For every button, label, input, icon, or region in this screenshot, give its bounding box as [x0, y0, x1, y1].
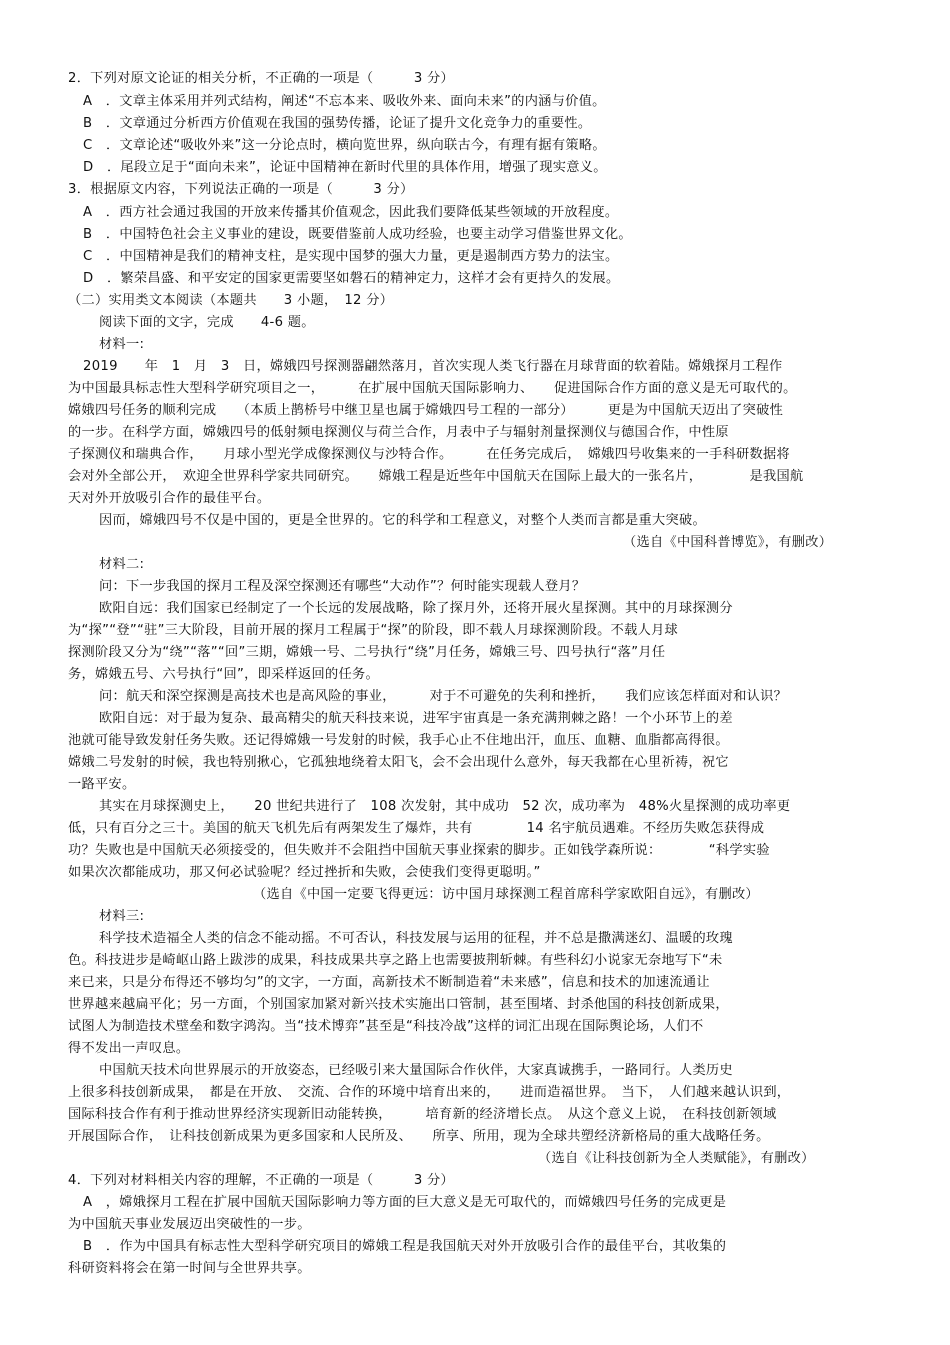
- material-2-text: 探测阶段又分为“绕”“落”“回”三期，嫦娥一号、二号执行“绕”月任务，嫦娥三号、四号执行“落”月任: [68, 645, 666, 660]
- material-1-text: 为中国最具标志性大型科学研究项目之一， 在扩展中国航天国际影响力、 促进国际合作方面的意义是无可取代的。: [68, 381, 797, 396]
- question-2-option-b: B ．文章通过分析西方价值观在我国的强势传播，论证了提升文化竞争力的重要性。: [83, 116, 592, 131]
- question-4-option-b: B ．作为中国具有标志性大型科学研究项目的嫦娥工程是我国航天对外开放吸引合作的最佳平台，其收集的: [83, 1239, 727, 1254]
- material-3-text: 上很多科技创新成果， 都是在开放、 交流、合作的环境中培育出来的， 进而造福世界。 当下， 人们越来越认识到，: [68, 1085, 791, 1100]
- material-2-text: 欧阳自远：对于最为复杂、最高精尖的航天科技来说，进军宇宙真是一条充满荆棘之路！一个小环节上的差: [99, 711, 733, 726]
- question-4-option-b-cont: 科研资料将会在第一时间与全世界共享。: [68, 1261, 311, 1276]
- material-3-text: 科学技术造福全人类的信念不能动摇。不可否认，科技发展与运用的征程，并不总是撒满迷幻、温暖的玫瑰: [99, 931, 733, 946]
- material-2-source: （选自《中国一定要飞得更远：访中国月球探测工程首席科学家欧阳自远》，有删改）: [253, 887, 759, 902]
- material-1-text: 因而，嫦娥四号不仅是中国的，更是全世界的。它的科学和工程意义，对整个人类而言都是重大突破。: [99, 513, 706, 528]
- question-4-option-a: A ，嫦娥探月工程在扩展中国航天国际影响力等方面的巨大意义是无可取代的，而嫦娥四号任务的完成更是: [83, 1195, 727, 1210]
- question-3-option-a: A ．西方社会通过我国的开放来传播其价值观念，因此我们要降低某些领域的开放程度。: [83, 205, 619, 220]
- question-3-option-b: B ．中国特色社会主义事业的建设，既要借鉴前人成功经验，也要主动学习借鉴世界文化。: [83, 227, 632, 242]
- material-2-text: 一路平安。: [68, 777, 136, 792]
- material-2-text: 为“探”“登”“驻”三大阶段，目前开展的探月工程属于“探”的阶段，即不载人月球探测阶段。不载人月球: [68, 623, 679, 638]
- material-3-text: 得不发出一声叹息。: [68, 1041, 190, 1056]
- material-3-text: 国际科技合作有利于推动世界经济实现新旧动能转换， 培育新的经济增长点。 从这个意义上说， 在科技创新领域: [68, 1107, 777, 1122]
- question-2-option-d: D ．尾段立足于“面向未来”，论证中国精神在新时代里的具体作用，增强了现实意义。: [83, 160, 607, 175]
- material-2-text: 功？失败也是中国航天必须接受的，但失败并不会阻挡中国航天事业探索的脚步。正如钱学森所说： “科学实验: [68, 843, 770, 858]
- material-2-text: 其实在月球探测史上， 20 世纪共进行了 108 次发射，其中成功 52 次，成功率为 48%火星探测的成功率更: [99, 799, 791, 814]
- material-2-text: 嫦娥二号发射的时候，我也特别揪心，它孤独地绕着太阳飞，会不会出现什么意外，每天我都在心里祈祷，祝它: [68, 755, 729, 770]
- question-3-stem: 3．根据原文内容，下列说法正确的一项是（ 3 分）: [68, 182, 414, 197]
- material-3-text: 来已来，只是分布得还不够均匀”的文字，一方面，高新技术不断制造着“未来感”，信息和技术的加速流通让: [68, 975, 710, 990]
- material-1-text: 嫦娥四号任务的顺利完成 （本质上鹊桥号中继卫星也属于嫦娥四号工程的一部分） 更是为中国航天迈出了突破性: [68, 403, 784, 418]
- material-1-text: 2019 年 1 月 3 日，嫦娥四号探测器翩然落月，首次实现人类飞行器在月球背面的软着陆。嫦娥探月工程作: [83, 359, 783, 374]
- material-2-text: 欧阳自远：我们国家已经制定了一个长远的发展战略，除了探月外，还将开展火星探测。其中的月球探测分: [99, 601, 733, 616]
- material-3-text: 世界越来越扁平化；另一方面，个别国家加紧对新兴技术实施出口管制，甚至围堵、封杀他国的科技创新成果，: [68, 997, 729, 1012]
- material-1-text: 天对外开放吸引合作的最佳平台。: [68, 491, 271, 506]
- question-3-option-c: C ．中国精神是我们的精神支柱，是实现中国梦的强大力量，更是遏制西方势力的法宝。: [83, 249, 619, 264]
- material-2-text: 低，只有百分之三十。美国的航天飞机先后有两架发生了爆炸，共有 14 名宇航员遇难。不经历失败怎获得成: [68, 821, 765, 836]
- material-3-source: （选自《让科技创新为全人类赋能》，有删改）: [538, 1151, 815, 1166]
- material-2-text: 务，嫦娥五号、六号执行“回”，即采样返回的任务。: [68, 667, 379, 682]
- reading-instruction: 阅读下面的文字，完成 4-6 题。: [99, 315, 315, 330]
- material-3-text: 色。科技进步是崎岖山路上跋涉的成果，科技成果共享之路上也需要披荆斩棘。有些科幻小说家无奈地写下“未: [68, 953, 723, 968]
- section-heading: （二）实用类文本阅读（本题共 3 小题， 12 分）: [68, 293, 394, 308]
- material-1-text: 子探测仪和瑞典合作， 月球小型光学成像探测仪与沙特合作。 在任务完成后， 嫦娥四号收集来的一手科研数据将: [68, 447, 791, 462]
- material-2-text: 问：航天和深空探测是高技术也是高风险的事业， 对于不可避免的失利和挫折， 我们应该怎样面对和认识？: [99, 689, 788, 704]
- material-3-text: 开展国际合作， 让科技创新成果为更多国家和人民所及、 所享、所用，现为全球共塑经济新格局的重大战略任务。: [68, 1129, 770, 1144]
- material-2-label: 材料二:: [99, 557, 145, 572]
- material-1-text: 会对外全部公开， 欢迎全世界科学家共同研究。 嫦娥工程是近些年中国航天在国际上最大的一张名片， 是我国航: [68, 469, 804, 484]
- material-2-text: 如果次次都能成功，那又何必试验呢？经过挫折和失败，会使我们变得更聪明。”: [68, 865, 541, 880]
- question-2-stem: 2．下列对原文论证的相关分析，不正确的一项是（ 3 分）: [68, 71, 455, 86]
- material-3-text: 试图人为制造技术壁垒和数字鸿沟。当“技术博弈”甚至是“科技冷战”这样的词汇出现在国际舆论场，人们不: [68, 1019, 704, 1034]
- question-2-option-a: A ．文章主体采用并列式结构，阐述“不忘本来、吸收外来、面向未来”的内涵与价值。: [83, 94, 606, 109]
- question-4-stem: 4．下列对材料相关内容的理解，不正确的一项是（ 3 分）: [68, 1173, 455, 1188]
- material-2-text: 池就可能导致发射任务失败。还记得嫦娥一号发射的时候，我手心止不住地出汗，血压、血糖、血脂都高得很。: [68, 733, 729, 748]
- material-2-text: 问：下一步我国的探月工程及深空探测还有哪些“大动作”？何时能实现载人登月？: [99, 579, 586, 594]
- question-4-option-a-cont: 为中国航天事业发展迈出突破性的一步。: [68, 1217, 311, 1232]
- material-1-text: 的一步。在科学方面，嫦娥四号的低射频电探测仪与荷兰合作，月表中子与辐射剂量探测仪与德国合作，中性原: [68, 425, 729, 440]
- material-1-source: （选自《中国科普博览》，有删改）: [623, 535, 833, 550]
- question-2-option-c: C ．文章论述“吸收外来”这一分论点时，横向览世界，纵向联古今，有理有据有策略。: [83, 138, 606, 153]
- material-1-label: 材料一:: [99, 337, 145, 352]
- question-3-option-d: D ．繁荣昌盛、和平安定的国家更需要坚如磐石的精神定力，这样才会有更持久的发展。: [83, 271, 620, 286]
- material-3-text: 中国航天技术向世界展示的开放姿态，已经吸引来大量国际合作伙伴，大家真诚携手，一路同行。人类历史: [99, 1063, 733, 1078]
- material-3-label: 材料三:: [99, 909, 145, 924]
